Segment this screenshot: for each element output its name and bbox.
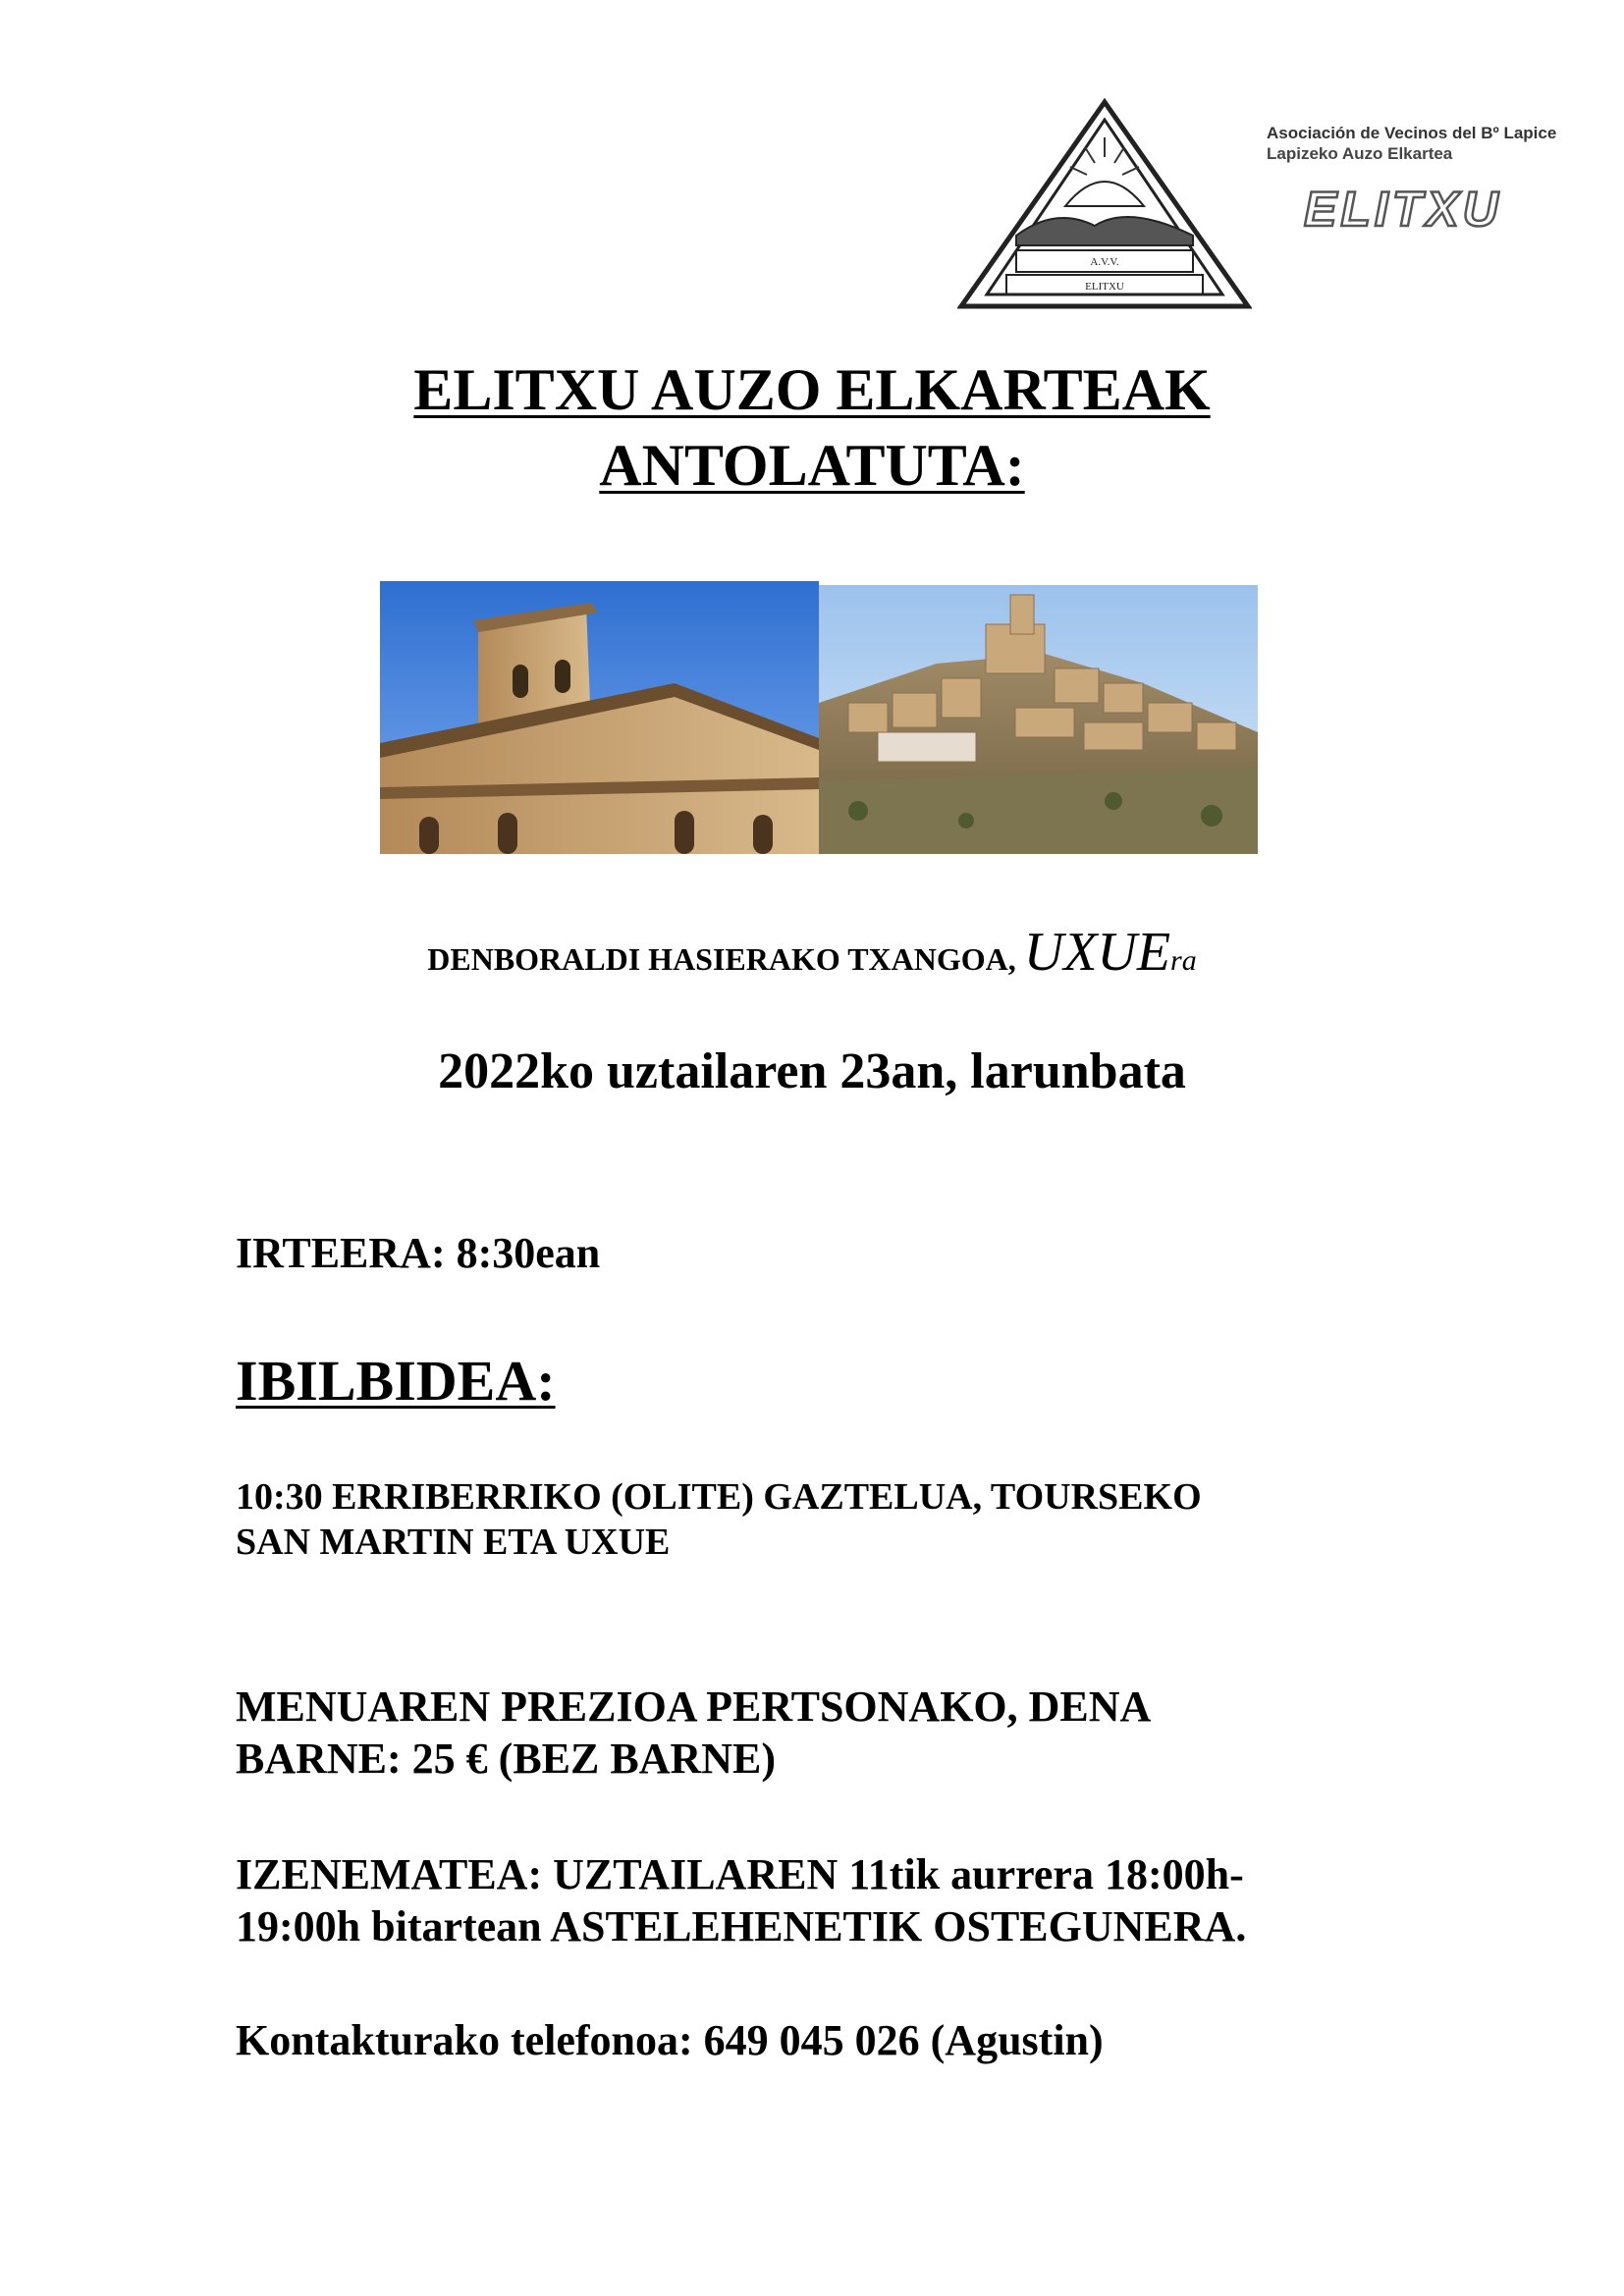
departure-time: IRTEERA: 8:30ean xyxy=(236,1229,601,1277)
association-name-basque: Lapizeko Auzo Elkartea xyxy=(1267,144,1453,163)
trip-destination: UXUE xyxy=(1023,922,1171,983)
elitxu-wordmark-text: ELITXU xyxy=(1304,182,1502,237)
hilltop-village-photo xyxy=(819,585,1258,854)
association-name-spanish: Asociación de Vecinos del Bº Lapice xyxy=(1267,124,1557,142)
route-detail-line-2: SAN MARTIN ETA UXUE xyxy=(236,1522,671,1563)
title-line-2: ANTOLATUTA: xyxy=(599,433,1025,498)
trip-subtitle-lead: DENBORALDI HASIERAKO TXANGOA, xyxy=(427,941,1024,977)
association-emblem-logo xyxy=(957,98,1252,316)
contact-phone: Kontakturako telefonoa: 649 045 026 (Agustin) xyxy=(236,2016,1104,2064)
route-detail-line-1: 10:30 ERRIBERRIKO (OLITE) GAZTELUA, TOURSEKO xyxy=(236,1476,1202,1518)
route-detail xyxy=(236,1474,1443,1565)
registration-line-1: IZENEMATEA: UZTAILAREN 11tik aurrera 18:00h- xyxy=(236,1850,1244,1898)
title-line-1: ELITXU AUZO ELKARTEAK xyxy=(413,357,1211,422)
emblem-text-avv: A.V.V. xyxy=(1090,256,1119,268)
event-date: 2022ko uztailaren 23an, larunbata xyxy=(438,1043,1186,1099)
registration-line-2: 19:00h bitartean ASTELEHENETIK OSTEGUNERA. xyxy=(236,1902,1247,1950)
registration-info xyxy=(236,1848,1443,1952)
menu-price-line-1: MENUAREN PREZIOA PERTSONAKO, DENA xyxy=(236,1682,1152,1731)
menu-price-line-2: BARNE: 25 € (BEZ BARNE) xyxy=(236,1735,777,1783)
elitxu-wordmark-logo xyxy=(1296,179,1551,238)
trip-subtitle xyxy=(0,921,1624,984)
menu-price xyxy=(236,1681,1443,1785)
trip-destination-suffix: ra xyxy=(1170,944,1197,977)
emblem-text-elitxu: ELITXU xyxy=(1085,281,1124,293)
route-heading: IBILBIDEA: xyxy=(236,1349,556,1413)
church-photo xyxy=(380,581,819,854)
association-name-block xyxy=(1267,123,1591,164)
